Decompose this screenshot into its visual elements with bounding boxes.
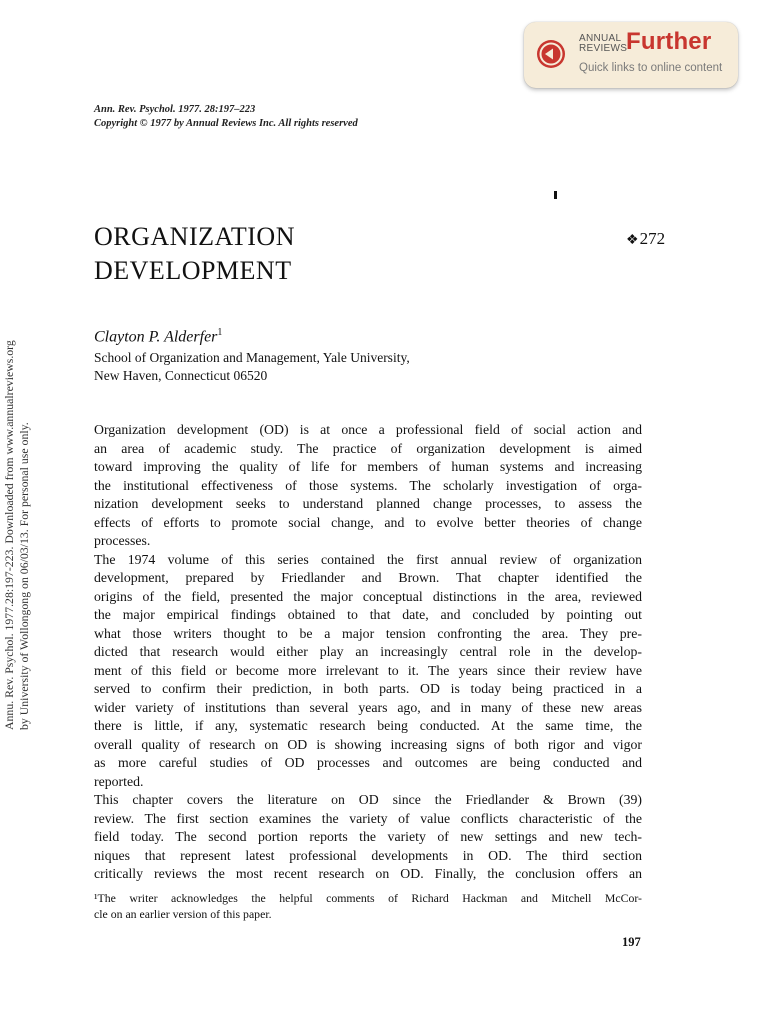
- body-line: there is little, if any, systematic research being conducted. At the same time, the: [94, 718, 642, 733]
- body-line: effects of efforts to promote social change, and to evolve better theories of change: [94, 514, 642, 530]
- body-line: This chapter covers the literature on OD since the Friedlander & Brown (39): [94, 792, 642, 807]
- body-line: development, prepared by Friedlander and Brown. That chapter identified the: [94, 570, 642, 585]
- body-line: dicted that research would either play an increasingly central role in the develop-: [94, 644, 642, 659]
- footnote-line: ¹The writer acknowledges the helpful comments of Richard Hackman and Mitchell McCor-: [94, 891, 642, 905]
- footnote: [94, 890, 642, 922]
- reviews-label: REVIEWS: [579, 43, 628, 54]
- author-footnote-mark: 1: [217, 327, 223, 338]
- body-line: served to confirm their prediction, in both parts. OD is today being practiced in a: [94, 681, 642, 696]
- body-line: the institutional effectiveness of those systems. The scholarly investigation of orga-: [94, 477, 642, 493]
- title-line: DEVELOPMENT: [94, 256, 292, 285]
- body-line: an area of academic study. The practice of organization development is aimed: [94, 440, 642, 456]
- back-arrow-circle-icon: [536, 39, 566, 69]
- footnote-line: cle on an earlier version of this paper.: [94, 907, 272, 921]
- affiliation-line: New Haven, Connecticut 06520: [94, 368, 268, 383]
- body-line: as more careful studies of OD processes and outcomes are being conducted and: [94, 755, 642, 770]
- further-label: Further: [626, 28, 712, 55]
- journal-citation: [94, 103, 358, 131]
- page-number: 197: [622, 935, 641, 949]
- author-affiliation: [94, 349, 410, 385]
- copyright-line: Copyright © 1977 by Annual Reviews Inc. All rights reserved: [94, 118, 358, 129]
- body-line: the major empirical findings obtained to that date, and concluded by pointing out: [94, 607, 642, 622]
- article-body: [94, 421, 642, 884]
- annual-reviews-wordmark: [579, 34, 627, 54]
- body-line: reported.: [94, 773, 144, 789]
- annual-reviews-further-badge[interactable]: [524, 22, 738, 88]
- body-line: nization development seeks to understand planned change processes, to assess the: [94, 496, 642, 511]
- annual-label: ANNUAL: [579, 33, 622, 44]
- body-line: what those writers thought to be a major tension confronting the area. They pre-: [94, 625, 642, 641]
- body-line: review. The first section examines the variety of value conflicts characteristic of the: [94, 810, 642, 826]
- body-line: The 1974 volume of this series contained the first annual review of organization: [94, 551, 642, 567]
- title-line: ORGANIZATION: [94, 222, 295, 251]
- body-line: niques that represent latest professional developments in OD. The third section: [94, 847, 642, 863]
- author-name-text: Clayton P. Alderfer: [94, 328, 218, 346]
- affiliation-line: School of Organization and Management, Yale University,: [94, 350, 410, 365]
- diamond-ornament-icon: ❖: [626, 233, 639, 248]
- article-number: [626, 229, 665, 249]
- body-line: processes.: [94, 533, 151, 548]
- citation-line: Ann. Rev. Psychol. 1977. 28:197–223: [94, 104, 256, 115]
- body-line: origins of the field, presented the major conceptual distinctions in the area, reviewed: [94, 588, 642, 604]
- article-number-value: 272: [639, 229, 666, 248]
- body-line: critically reviews the most recent research on OD. Finally, the conclusion offers an: [94, 866, 642, 881]
- download-notice-line: by University of Wollongong on 06/03/13. For personal use only.: [17, 422, 31, 730]
- body-line: Organization development (OD) is at once a professional field of social action and: [94, 422, 642, 437]
- body-line: toward improving the quality of life for members of human systems and increasing: [94, 459, 642, 474]
- body-line: field today. The second portion reports the variety of new settings and new tech-: [94, 829, 642, 844]
- print-mark: [554, 191, 557, 199]
- body-line: ment of this field or become more irrelevant to it. The years since their review have: [94, 662, 642, 678]
- further-subtitle: Quick links to online content: [579, 62, 723, 74]
- article-title: [94, 220, 295, 288]
- body-line: wider variety of institutions than several years ago, and in many of these new areas: [94, 699, 642, 715]
- body-line: overall quality of research on OD is showing increasing signs of both rigor and vigor: [94, 736, 642, 752]
- download-notice-line: Annu. Rev. Psychol. 1977.28:197-223. Downloaded from www.annualreviews.org: [2, 340, 16, 730]
- author-name: [94, 327, 222, 346]
